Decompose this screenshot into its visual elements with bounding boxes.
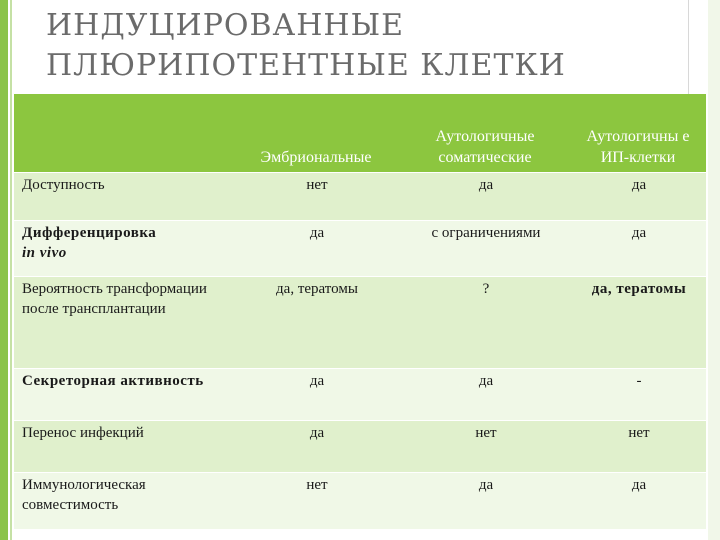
left-accent-line [10, 0, 12, 540]
row-label: Секреторная активность [14, 369, 232, 421]
header-cell-empty [14, 94, 232, 173]
header-cell-autologous-ips: Аутологичны е ИП-клетки [570, 94, 706, 173]
title-divider [688, 0, 689, 95]
table-row [14, 369, 706, 421]
row-label: Иммунологическая совместимость [14, 473, 232, 529]
slide-title-line-1: ИНДУЦИРОВАННЫЕ [46, 8, 405, 43]
table-cell: да [232, 221, 400, 277]
table-row [14, 473, 706, 529]
slide-title [46, 6, 686, 86]
table-cell: ? [400, 277, 570, 369]
table-row [14, 221, 706, 277]
table-cell: да [400, 369, 570, 421]
header-cell-embryonic: Эмбриональные [232, 94, 400, 173]
row-label: Дифференцировка [22, 225, 157, 241]
table-cell: да [400, 473, 570, 529]
left-accent-bar [0, 0, 8, 540]
table-row [14, 277, 706, 369]
row-label: Доступность [14, 173, 232, 221]
slide-title-line-2: ПЛЮРИПОТЕНТНЫЕ КЛЕТКИ [46, 48, 566, 83]
table-cell: да [400, 173, 570, 221]
row-label-sub: in vivo [22, 245, 67, 261]
row-label-cell [14, 221, 232, 277]
header-cell-autologous-somatic: Аутологичные соматические [400, 94, 570, 173]
table-cell: да [232, 421, 400, 473]
table-cell: - [570, 369, 706, 421]
table-row [14, 421, 706, 473]
table-cell: нет [400, 421, 570, 473]
table-cell: нет [232, 473, 400, 529]
table-cell: да, тератомы [232, 277, 400, 369]
table-row [14, 173, 706, 221]
table-cell: да [570, 473, 706, 529]
comparison-table [14, 94, 706, 529]
table-cell: да [570, 173, 706, 221]
table-header-row [14, 94, 706, 173]
table-cell: да [232, 369, 400, 421]
table-cell: нет [570, 421, 706, 473]
table-cell: нет [232, 173, 400, 221]
table-cell: да [570, 221, 706, 277]
row-label: Перенос инфекций [14, 421, 232, 473]
table-cell: с ограничениями [400, 221, 570, 277]
row-label: Вероятность трансформации после трансплантации [14, 277, 232, 369]
table-cell: да, тератомы [570, 277, 706, 369]
right-accent-strip [708, 0, 720, 540]
